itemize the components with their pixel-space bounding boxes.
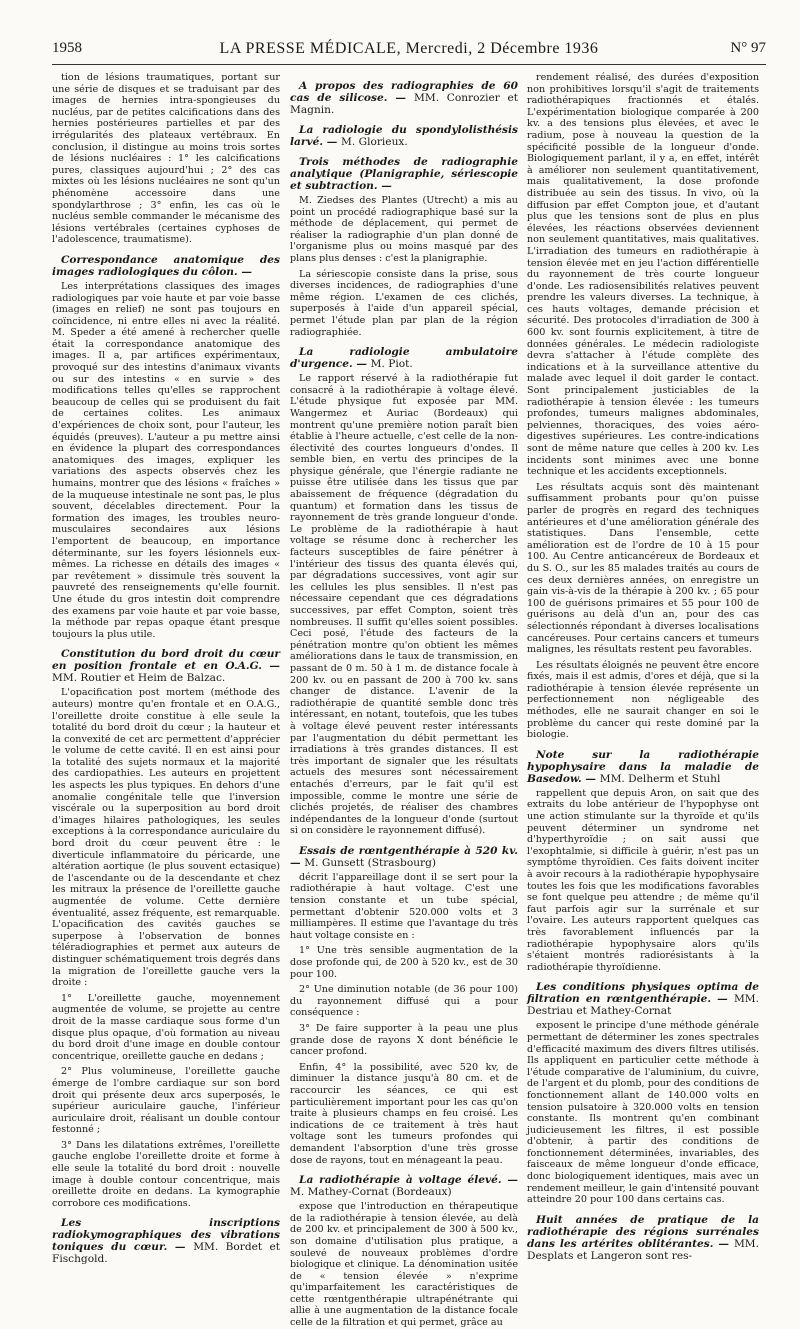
section-heading xyxy=(527,1214,759,1262)
section-heading xyxy=(290,124,518,148)
heading-title: Les conditions physiques optima de filtration en rœntgenthérapie. — xyxy=(527,981,759,1006)
paragraph: rendement réalisé, des durées d'exposition non prohibitives lorsqu'il s'agit de traitements radiothérapiques fractionnés et étalés. L'expérimentation biologique comparée à 200 kv. a des tensions plus élevées, et avec le radium, pose à nouveau la question de la spécificité possible de la longueur d'onde. Biologiquement parlant, il y a, en effet, intérêt à améliorer non seulement quantitativement, mais qualitativement, la dose profonde distribuée au sein des tissus. In vivo, où la diffusion par effet Compton joue, et d'autant plus que les tensions sont de plus en plus élevées, les réactions observées deviennent non seulement quantitatives, mais qualitatives. L'irradiation des tumeurs en radiothérapie à tension élevée met en jeu l'action différentielle du rayonnement de très courte longueur d'onde. Les radiosensibilités relatives peuvent prendre les valeurs diverses. La technique, à ces hauts voltages, demande précision et sécurité. Des protocoles d'irradiation de 300 à 600 kv. sont fournis explicitement, à titre de données générales. Le médecin radiologiste devra s'attacher à l'étude complète des indications et à la surveillance attentive du malade avec lequel il doit garder le contact. Sont principalement justiciables de la radiothérapie à tension élevée : les tumeurs profondes, tumeurs malignes abdominales, pelviennes, thoraciques, des voies aéro-digestives supérieures. Les contre-indications sont de même nature que celles à 200 kv. Les incidents sont minimes avec une bonne technique et les accidents exceptionnels. xyxy=(527,72,759,478)
paragraph: 1° L'oreillette gauche, moyennement augmentée de volume, se projette au centre droit de la masse cardiaque sous forme d'un disque plus opaque, d'où formation au niveau du bord droit d'une image en double contour concentrique, oreillette gauche en dedans ; xyxy=(52,992,280,1062)
paragraph: tion de lésions traumatiques, portant sur une série de disques et se traduisant par des images de hernies intra-spongieuses du nucléus, par de petites calcifications dans des hernies postérieures partielles et par des irrégularités des plateaux vertébraux. En conclusion, il distingue au moins trois sortes de lésions nucléaires : 1° les calcifications pures, classiques aujourd'hui ; 2° des cas mixtes où les lésions nucléaires ne sont qu'un phénomène accessoire dans une spondylarthrose ; 3° enfin, les cas où le nucléus semble commander le mécanisme des lésions vertébrales (certaines cyphoses de l'adolescence, traumatisme). xyxy=(52,72,280,246)
page-number: 1958 xyxy=(52,40,82,56)
section-heading xyxy=(52,648,280,684)
heading-title: Les inscriptions radiokymographiques des vibrations toniques du cœur. — xyxy=(52,1217,280,1254)
heading-title: Correspondance anatomique des images radiologiques du côlon. — xyxy=(52,253,280,278)
section-heading xyxy=(290,845,518,869)
section-heading xyxy=(290,156,518,192)
heading-authors: MM. Delherm et Stuhl xyxy=(599,772,721,785)
section-heading xyxy=(290,1174,518,1198)
heading-title: Constitution du bord droit du cœur en position frontale et en O.A.G. — xyxy=(52,648,280,673)
heading-title: Trois méthodes de radiographie analytique (Planigraphie, sériescopie et subtraction. — xyxy=(290,156,518,192)
paragraph: Le rapport réservé à la radiothérapie fut consacré à la radiothérapie à voltage élevé. L'étude physique fut exposée par MM. Wangermez et Auriac (Bordeaux) qui montrent qu'une première notion paraît bien établie à l'heure actuelle, c'est celle de la non-électivité des courtes longueurs d'ondes. Il semble bien, en vertu des principes de la physique générale, que l'énergie radiante ne puisse être utilisée dans les tissus que par abaissement de fréquence (dégradation du quantum) et formation dans les tissus de rayonnement de très grande longueur d'onde. Le problème de la radiothérapie à haut voltage se résume donc à rechercher les facteurs susceptibles de faire pénétrer à l'intérieur des tissus des quanta élevés qui, par dégradations successives, vont agir sur les cellules les plus sensibles. Il n'est pas nécessaire cependant que ces dégradations successives, par effet Compton, soient très nombreuses. Il suffit qu'elles soient possibles. Ceci posé, l'étude des facteurs de la pénétration montre qu'on obtient les mêmes améliorations dans le taux de transmission, en passant de 0 m. 50 à 1 m. de distance focale à 200 kv. ou en passant de 200 à 700 kv. sans changer de distance. L'avenir de la radiothérapie de quantité semble donc très intéressant, en notant, toutefois, que les tubes à voltage élevé peuvent rester intéressants par l'augmentation du débit permettant les irradiations à très grandes distances. Il est très important de signaler que les résultats actuels des mesures sont nécessairement entachés d'erreurs, par le fait qu'il est impossible, comme le montre une série de clichés projetés, de réaliser des chambres indépendantes de la longueur d'onde (surtout si on considère le rayonnement diffusé). xyxy=(290,373,518,837)
heading-authors: M. Gunsett (Strasbourg) xyxy=(304,856,436,869)
heading-title: La radiologie du spondylolisthésis larvé. — xyxy=(290,124,518,148)
paragraph: 2° Une diminution notable (de 36 pour 100) du rayonnement diffusé qui a pour conséquence : xyxy=(290,984,518,1019)
header-rule xyxy=(52,64,766,65)
page-header xyxy=(52,40,766,62)
journal-title: LA PRESSE MÉDICALE, Mercredi, 2 Décembre 1936 xyxy=(219,40,599,57)
heading-title: Note sur la radiothérapie hypophysaire dans la maladie de Basedow. — xyxy=(527,748,759,785)
heading-authors: MM. Desplats et Langeron sont res- xyxy=(527,1237,759,1262)
paragraph: Les résultats acquis sont dès maintenant suffisamment probants pour qu'on puisse parler de progrès en regard des techniques antérieures et d'une amélioration générale des statistiques. Dans l'ensemble, cette amélioration est de l'ordre de 10 à 15 pour 100. Au Centre anticancéreux de Bordeaux et du S. O., sur les 85 malades traités au cours de ces deux dernières années, on enregistre un gain vis-à-vis de la thérapie à 200 kv. ; 65 pour 100 de guérisons primaires et 55 pour 100 de guérisons au delà d'un an, pour des cas sélectionnés répondant à diverses localisations cancéreuses. Pour certains cancers et tumeurs malignes, les résultats restent peu favorables. xyxy=(527,481,759,656)
heading-title: La radiothérapie à voltage élevé. — xyxy=(299,1174,518,1187)
paragraph: décrit l'appareillage dont il se sert pour la radiothérapie à haut voltage. C'est une tension constante et un tube spécial, permettant d'obtenir 520.000 volts et 3 milliampères. Il estime que l'avantage du très haut voltage consiste en : xyxy=(290,871,518,941)
heading-authors: MM. Destriau et Mathey-Cornat xyxy=(527,993,759,1018)
paragraph: 3° De faire supporter à la peau une plus grande dose de rayons X dont bénéficie le cancer profond. xyxy=(290,1023,518,1058)
heading-authors: M. Piot. xyxy=(370,358,413,371)
section-heading xyxy=(52,254,280,278)
paragraph: Les interprétations classiques des images radiologiques par voie haute et par voie basse (images en relief) ne sont pas toujours en coïncidence, ni entre elles ni avec la réalité. M. Speder a été amené à rechercher quelle était la correspondance anatomique des images. Il a, par artifices expérimentaux, provoqué sur des intestins d'animaux vivants ou sur des intestins « en survie » des modifications telles qu'elles se rapprochent beaucoup de celles qui se produisent du fait de certaines colites. Les animaux d'expériences de choix sont, pour l'auteur, les équidés (preuves). L'auteur a pu mettre ainsi en évidence la plupart des correspondances anatomiques des images, expliquer les variations des aspects observés chez les humains, montrer que des lésions « fraîches » de la muqueuse intestinale ne sont pas, le plus souvent, décelables directement. Pour la formation des images, les troubles neuro-musculaires secondaires aux lésions l'emportent de beaucoup, en importance déterminante, sur les foyers lésionnels eux-mêmes. La richesse en détails des images « par revêtement » dissimule très souvent la pauvreté des renseignements qu'elle fournit. Une étude du gros intestin doit comprendre des examens par voie haute et par voie basse, la méthode par repas opaque étant presque toujours la plus utile. xyxy=(52,280,280,640)
paragraph: expose que l'introduction en thérapeutique de la radiothérapie à tension élevée, au delà de 200 kv. et principalement de 300 à 500 kv., son domaine d'utilisation plus pratique, a soulevé de nouveaux problèmes d'ordre biologique et clinique. La dénomination usitée de « tension élevée » n'exprime qu'imparfaitement les caractéristiques de cette rœntgenthérapie ultrapénétrante qui allie à une augmentation de la distance focale celle de la filtration et qui permet, grâce au xyxy=(290,1201,518,1329)
paragraph: exposent le principe d'une méthode générale permettant de déterminer les zones spectrales d'efficacité maximum des divers filtres utilisés. Ils appliquent en particulier cette méthode à l'étude comparative de l'aluminium, du cuivre, de l'argent et du plomb, pour des conditions de fonctionnement allant de 140.000 volts en tension pulsatoire à 320.000 volts en tension constante. Ils montrent qu'en combinant judicieusement les filtres, il est possible d'obtenir, à partir des conditions de fonctionnement déterminées, invariables, des faisceaux de même longueur d'onde efficace, donc biologiquement identiques, mais avec un rendement meilleur, le gain d'intensité pouvant atteindre 20 pour 100 dans certains cas. xyxy=(527,1020,759,1206)
paragraph: 2° Plus volumineuse, l'oreillette gauche émerge de l'ombre cardiaque sur son bord droit qui présente deux arcs superposés, le supérieur auriculaire gauche, l'inférieur auriculaire droit, réalisant un double contour festonné ; xyxy=(52,1066,280,1136)
column-middle xyxy=(290,72,519,1329)
heading-title: Essais de rœntgenthérapie à 520 kv. — xyxy=(290,844,518,869)
heading-authors: M. Glorieux. xyxy=(341,136,408,148)
heading-authors: MM. Conrozier et Magnin. xyxy=(290,92,519,116)
section-heading xyxy=(527,981,759,1017)
heading-title: La radiologie ambulatoire d'urgence. — xyxy=(290,346,518,371)
paragraph: L'opacification post mortem (méthode des auteurs) montre qu'en frontale et en O.A.G., l'oreillette droite constitue à elle seule la totalité du bord droit du cœur ; la hauteur et la convexité de cet arc permettent d'apprécier le volume de cette cavité. Il en est ainsi pour la totalité des sujets normaux et la majorité des cardiopathies. Les auteurs en projettent les aspects les plus typiques. En dehors d'une anomalie congénitale telle que l'inversion viscérale ou la superposition au bord droit d'images hilaires pathologiques, les seules exceptions à la correspondance auriculaire du bord droit du cœur peuvent être : le diverticule inflammatoire du péricarde, une altération aortique (le plus souvent ectasique) de l'ascendante ou de la descendante et chez les mitraux la présence de l'oreillette gauche augmentée de volume. Cette dernière éventualité, assez fréquente, est remarquable. L'opacification des cavités gauches se superpose à l'observation de bonnes téléradiographies et permet aux auteurs de distinguer schématiquement trois degrés dans la migration de l'oreillette gauche vers la droite : xyxy=(52,687,280,989)
heading-authors: MM. Bordet et Fischgold. xyxy=(52,1241,281,1266)
paragraph: M. Ziedses des Plantes (Utrecht) a mis au point un procédé radiographique basé sur la méthode de déplacement, qui permet de réaliser la radiographie d'un plan donné de l'organisme plus ou moins masqué par des plans plus denses : c'est la planigraphie. xyxy=(290,195,518,264)
section-heading xyxy=(290,346,518,370)
paragraph: Les résultats éloignés ne peuvent être encore fixés, mais il est admis, d'ores et déjà, que si la radiothérapie à tension élevée représente un perfectionnement non négligeable des méthodes, elle ne saurait changer en soi le problème du cancer qui reste dominé par la biologie. xyxy=(527,659,759,741)
section-heading xyxy=(52,1217,280,1265)
paragraph: rappellent que depuis Aron, on sait que des extraits du lobe antérieur de l'hypophyse ont une action stimulante sur la thyroïde et qu'ils peuvent déterminer un syndrome net d'hyperthyroïdie ; on sait aussi que l'exophtalmie, si difficile à guérir, n'est pas un symptôme thyroïdien. Ces faits doivent inciter à avoir recours à la radiothérapie hypophysaire toutes les fois que les modifications favorables se font quelque peu attendre ; de même qu'il faut parfois agir sur la surrénale et sur l'ovaire. Les auteurs rapportent quelques cas très favorablement influencés par la radiothérapie hypophysaire alors qu'ils s'étaient montrés radiorésistants à la radiothérapie thyroïdienne. xyxy=(527,787,759,973)
issue-number: N° 97 xyxy=(730,40,766,56)
paragraph: 1° Une très sensible augmentation de la dose profonde qui, de 200 à 520 kv., est de 30 pour 100. xyxy=(290,945,518,980)
heading-title: Huit années de pratique de la radiothérapie des régions surrénales dans les artérites oblitérantes. — xyxy=(527,1213,759,1250)
section-heading xyxy=(527,749,759,785)
heading-title: A propos des radiographies de 60 cas de silicose. — xyxy=(290,80,518,104)
column-right xyxy=(527,72,759,1262)
heading-authors: M. Mathey-Cornat (Bordeaux) xyxy=(290,1186,452,1199)
paragraph: La sériescopie consiste dans la prise, sous diverses incidences, de radiographies d'une même région. L'examen de ces clichés, superposés à l'aide d'un appareil spécial, permet l'étude plan par plan de la région radiographiée. xyxy=(290,268,518,338)
paragraph: Enfin, 4° la possibilité, avec 520 kv, de diminuer la distance jusqu'à 80 cm. et de raccourcir les séances, ce qui est particulièrement important pour les cas qu'on traite à plusieurs champs en feu croisé. Les indications de ce traitement à très haut voltage sont les tumeurs profondes qui demandent l'absorption d'une très grosse dose de rayons, tout en ménageant la peau. xyxy=(290,1061,518,1166)
section-heading xyxy=(290,80,518,116)
heading-authors: MM. Routier et Heim de Balzac. xyxy=(52,672,226,685)
column-left xyxy=(52,72,281,1266)
paragraph: 3° Dans les dilatations extrêmes, l'oreillette gauche englobe l'oreillette droite et forme à elle seule la totalité du bord droit : nouvelle image à double contour concentrique, mais oreillette droite en dedans. La kymographie corrobore ces modifications. xyxy=(52,1139,280,1209)
